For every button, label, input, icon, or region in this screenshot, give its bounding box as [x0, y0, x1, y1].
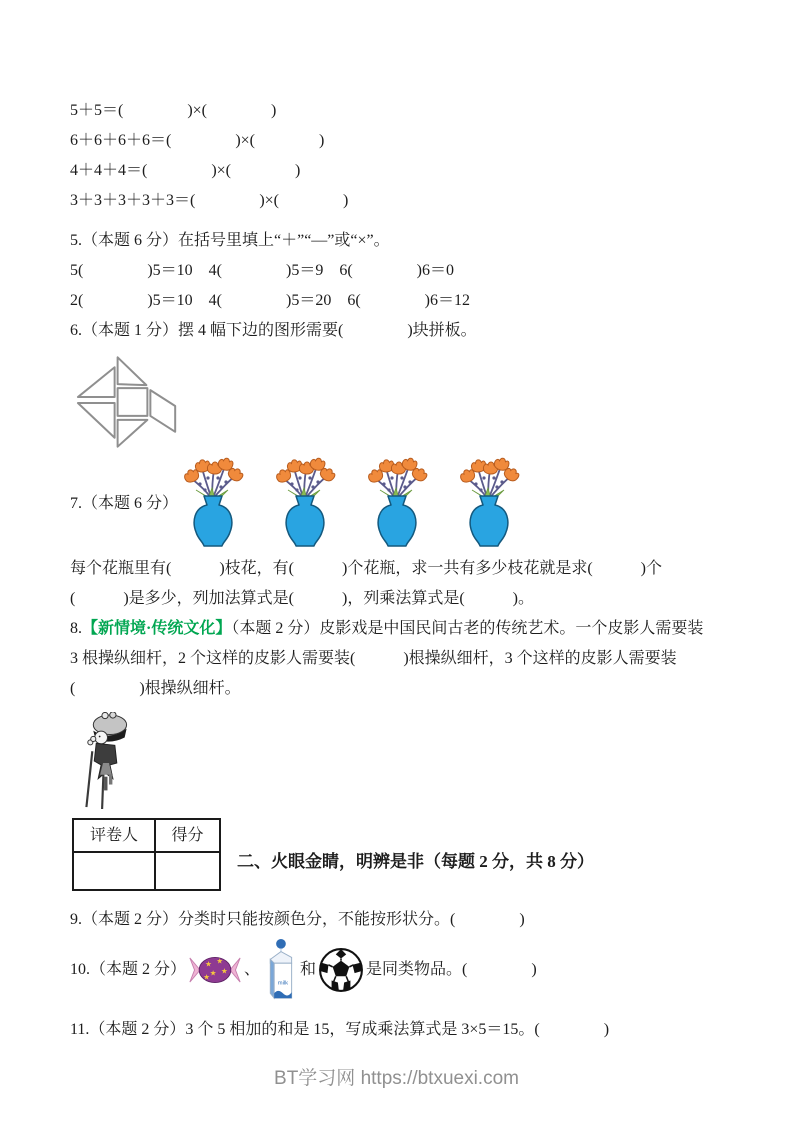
tangram-fish-figure [65, 354, 755, 454]
score-table-row [70, 818, 755, 891]
soccer-ball-icon [318, 947, 364, 993]
q8-context-tag: 【新情境·传统文化】 [82, 620, 232, 637]
shadow-puppet-icon [78, 712, 136, 810]
flower-vase-icon [178, 454, 248, 554]
flower-vase-icon [270, 454, 340, 554]
svg-text:★: ★ [209, 968, 217, 978]
flower-vase-icon [454, 454, 524, 554]
q6-text: 6.（本题 1 分）摆 4 幅下边的图形需要( )块拼板。 [70, 322, 477, 339]
svg-text:★: ★ [203, 972, 210, 982]
svg-text:★: ★ [220, 966, 228, 976]
flower-vase-icon [362, 454, 432, 554]
q7-row [70, 454, 755, 554]
milk-carton-icon [262, 938, 298, 1002]
q9-text: 9.（本题 2 分）分类时只能按颜色分，不能按形状分。( ) [70, 911, 525, 928]
score-table-header-score: 得分 [155, 819, 220, 852]
q5-row-1: 5( )5＝10 4( )5＝9 6( )6＝0 [70, 262, 454, 279]
q8-number: 8. [70, 620, 82, 637]
tangram-fish-icon [65, 354, 199, 454]
q7-label: 7.（本题 6 分） [70, 495, 179, 512]
q11-text: 11.（本题 2 分）3 个 5 相加的和是 15，写成乘法算式是 3×5＝15。( ) [70, 1021, 610, 1038]
q7-line-1: 每个花瓶里有( )枝花，有( )个花瓶，求一共有多少枝花就是求( )个 [70, 560, 662, 577]
q5-intro: 5.（本题 6 分）在括号里填上“＋”“—”或“×”。 [70, 232, 390, 249]
equation-line-3: 4＋4＋4＝( )×( ) [70, 162, 301, 179]
q10-prefix: 10.（本题 2 分） [70, 961, 187, 978]
q8-text: （本题 2 分）皮影戏是中国民间古老的传统艺术。一个皮影人需要装 [231, 620, 704, 637]
svg-text:★: ★ [205, 959, 212, 969]
section-2-title: 二、火眼金睛，明辨是非（每题 2 分，共 8 分） [237, 851, 594, 871]
q8-line-3: ( )根操纵细杆。 [70, 680, 241, 697]
svg-text:★: ★ [216, 956, 224, 966]
equation-line-2: 6＋6＋6＋6＝( )×( ) [70, 132, 325, 149]
q10-suffix: 是同类物品。( ) [366, 961, 537, 978]
score-table-header-grader: 评卷人 [73, 819, 155, 852]
score-table [72, 818, 221, 891]
q5-row-2: 2( )5＝10 4( )5＝20 6( )6＝12 [70, 292, 470, 309]
equation-line-1: 5＋5＝( )×( ) [70, 102, 277, 119]
q10-mid: 和 [300, 961, 317, 978]
score-table-cell-score [155, 852, 220, 890]
candy-icon [188, 950, 242, 990]
svg-text:milk: milk [277, 980, 289, 987]
equation-line-4: 3＋3＋3＋3＋3＝( )×( ) [70, 192, 349, 209]
q7-line-2: ( )是多少，列加法算式是( )，列乘法算式是( )。 [70, 590, 534, 607]
shadow-puppet-figure [78, 712, 755, 810]
score-table-cell-grader [73, 852, 155, 890]
q10-row [70, 937, 755, 1003]
q10-separator: 、 [244, 961, 261, 978]
footer-watermark: BT学习网 https://btxuexi.com [274, 1068, 519, 1089]
q8-line-2: 3 根操纵细杆，2 个这样的皮影人需要装( )根操纵细杆，3 个这样的皮影人需要装 [70, 650, 677, 667]
q8-line-1 [70, 614, 755, 644]
